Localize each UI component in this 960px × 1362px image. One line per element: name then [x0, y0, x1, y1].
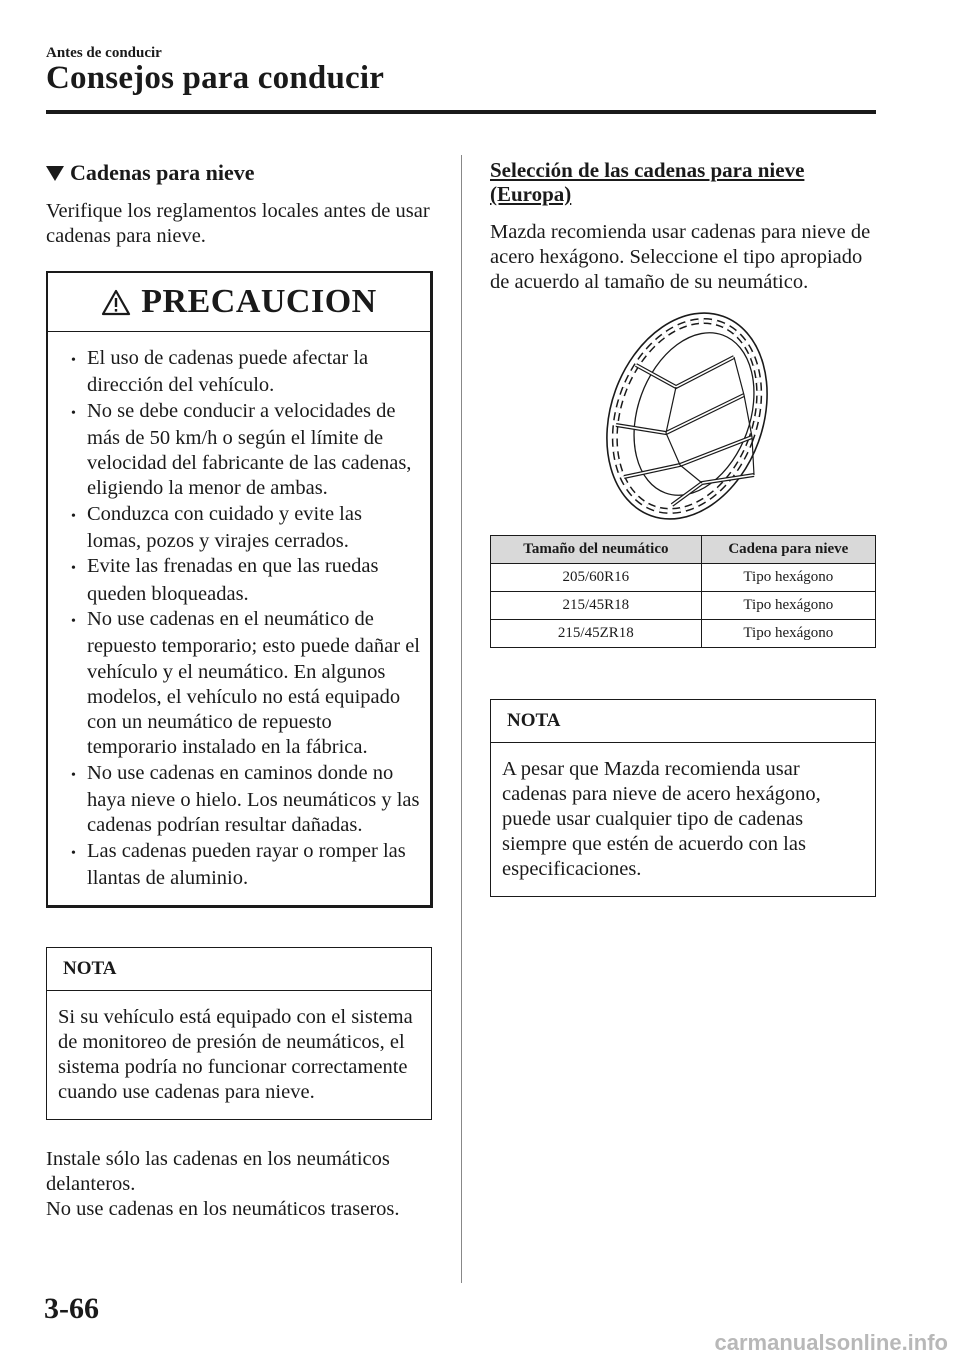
subsection-title: Selección de las cadenas para nieve (Europa)	[490, 158, 805, 206]
table-header-row	[491, 536, 876, 564]
section-title: Cadenas para nieve	[70, 160, 255, 185]
chain-type-cell: Tipo hexágono	[701, 592, 875, 620]
rear-tires-warning: No use cadenas en los neumáticos traseros.	[46, 1198, 400, 1221]
chain-type-cell: Tipo hexágono	[701, 620, 875, 648]
tire-size-cell: 215/45R18	[491, 592, 702, 620]
left-column	[46, 158, 434, 1222]
table-row	[491, 564, 876, 592]
caution-item: • No use cadenas en caminos donde no haya nieve o hielo. Los neumáticos y las cadenas podrían resultar dañadas.	[60, 761, 420, 839]
page-number: 3-66	[44, 1292, 99, 1325]
table-row	[491, 620, 876, 648]
subsection-intro: Mazda recomienda usar cadenas para nieve de acero hexágono. Seleccione el tipo apropiado de acuerdo al tamaño de su neumático.	[490, 221, 871, 293]
column-header: Tamaño del neumático	[491, 536, 702, 564]
caution-item: • No use cadenas en el neumático de repuesto temporario; esto puede dañar el vehículo y el neumático. En algunos modelos, el vehículo no está equipado con un neumático de repuesto temporario instalado en la fábrica.	[60, 607, 420, 761]
front-tires-instruction: Instale sólo las cadenas en los neumáticos delanteros.	[46, 1148, 390, 1196]
caution-box	[46, 271, 433, 908]
column-header: Cadena para nieve	[701, 536, 875, 564]
page-title: Consejos para conducir	[46, 60, 385, 96]
note-body: Si su vehículo está equipado con el sistema de monitoreo de presión de neumáticos, el sistema podría no funcionar correctamente cuando use cadenas para nieve.	[58, 1006, 413, 1104]
snow-chain-icon	[584, 305, 784, 527]
caution-item: • No se debe conducir a velocidades de más de 50 km/h o según el límite de velocidad del fabricante de las cadenas, eligiendo la menor de ambas.	[60, 399, 420, 502]
note-body: A pesar que Mazda recomienda usar cadenas para nieve de acero hexágono, puede usar cualquier tipo de cadenas siempre que estén de acuerdo con las especificaciones.	[502, 758, 821, 880]
tire-size-cell: 205/60R16	[491, 564, 702, 592]
chain-type-cell: Tipo hexágono	[701, 564, 875, 592]
note-title: NOTA	[47, 948, 431, 991]
triangle-down-icon	[46, 166, 64, 181]
caution-item: • Las cadenas pueden rayar o romper las llantas de aluminio.	[60, 839, 420, 892]
right-column	[490, 158, 878, 897]
section-kicker: Antes de conducir	[46, 45, 162, 61]
note-box-right	[490, 699, 876, 897]
caution-list	[48, 332, 430, 905]
tire-chain-table	[490, 535, 876, 648]
warning-triangle-icon	[101, 289, 131, 316]
table-row	[491, 592, 876, 620]
column-separator	[461, 155, 462, 1283]
caution-item: • Conduzca con cuidado y evite las lomas, pozos y virajes cerrados.	[60, 502, 420, 555]
snow-chain-illustration	[490, 305, 878, 533]
watermark: carmanualsonline.info	[714, 1330, 948, 1355]
tire-size-cell: 215/45ZR18	[491, 620, 702, 648]
note-title: NOTA	[491, 700, 875, 743]
note-box-left	[46, 947, 432, 1120]
caution-item: • El uso de cadenas puede afectar la dirección del vehículo.	[60, 346, 420, 399]
caution-header	[48, 273, 430, 332]
caution-title: PRECAUCION	[141, 283, 377, 320]
caution-item: • Evite las frenadas en que las ruedas queden bloqueadas.	[60, 554, 420, 607]
header-rule	[46, 110, 876, 114]
section-heading	[46, 160, 434, 186]
section-intro: Verifique los reglamentos locales antes de usar cadenas para nieve.	[46, 200, 430, 247]
